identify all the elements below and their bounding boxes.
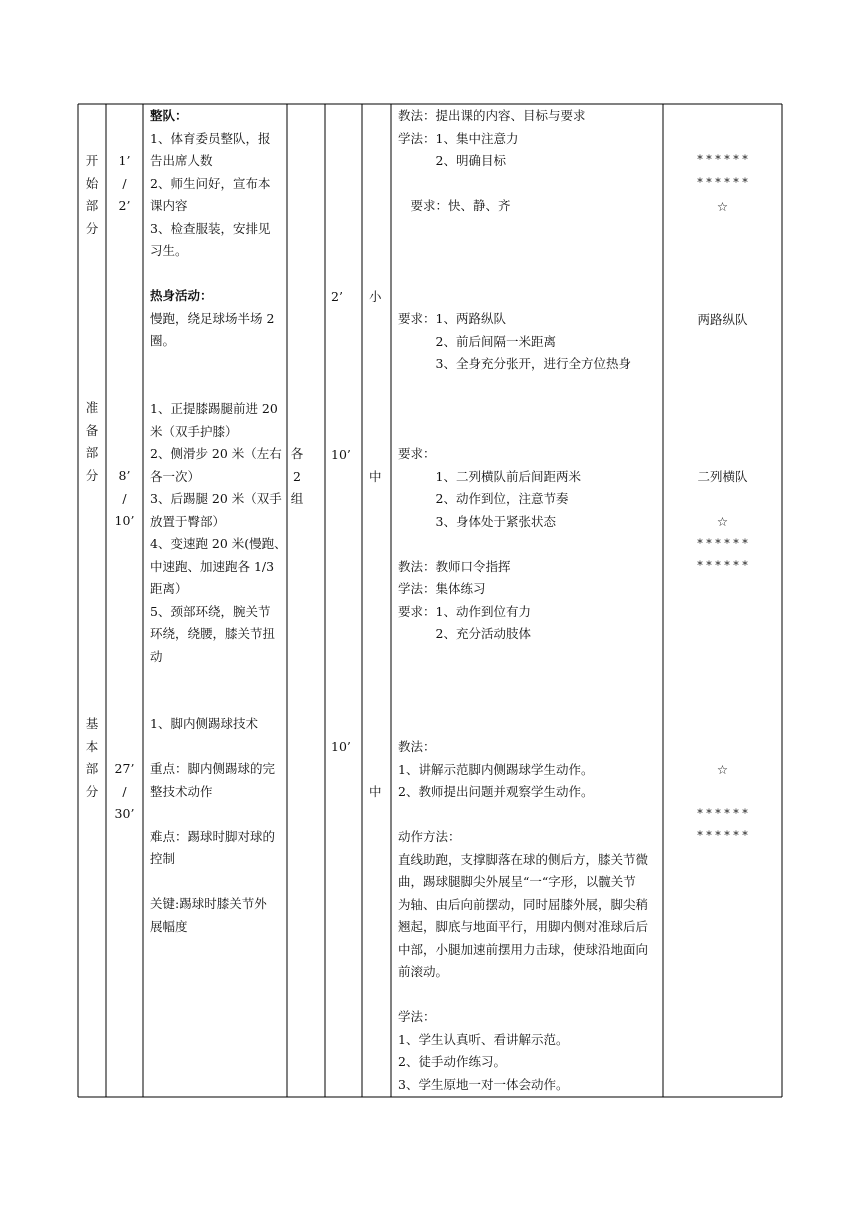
intensity-warmup: 小	[369, 289, 382, 304]
content-line: 圈。	[150, 333, 176, 348]
content-line: 整队：	[150, 108, 188, 123]
duration-warmup: 2’	[331, 289, 343, 304]
formation-label: 二列横队	[697, 469, 748, 484]
content-line: 3、检查服装，安排见	[150, 220, 271, 236]
teacher-star-icon: ☆	[716, 199, 729, 214]
groups-cell: 各 2 组	[290, 446, 304, 506]
method-line: 要求：快、静、齐	[398, 198, 511, 213]
methods-kaishi	[398, 105, 660, 218]
duration-zhunbei: 10’	[331, 447, 351, 462]
method-line: 直线助跑，支撑脚落在球的侧后方，膝关节微	[398, 851, 649, 867]
duration-jiben: 10’	[331, 739, 351, 754]
time-jiben: 27’ / 30’	[114, 761, 135, 821]
content-line: 控制	[150, 851, 176, 866]
formation-stars-row: * * * * * *	[697, 176, 748, 189]
method-line: 2、充分活动肢体	[398, 626, 531, 641]
time-kaishi: 1’ / 2’	[118, 153, 131, 213]
method-line: 为轴、由后向前摆动，同时屈膝外展，脚尖稍	[398, 896, 649, 912]
method-line: 前滚动。	[398, 964, 449, 979]
content-jiben	[150, 713, 286, 938]
method-line: 教法：教师口令指挥	[398, 558, 511, 574]
methods-zhunbei	[398, 443, 660, 646]
method-line: 要求：1、两路纵队	[398, 311, 506, 326]
content-line: 5、颈部环绕，腕关节	[150, 603, 271, 619]
content-warmup	[150, 285, 286, 353]
formation-label: 两路纵队	[697, 312, 748, 327]
method-line: 2、动作到位，注意节奏	[398, 491, 569, 506]
content-line: 关键:踢球时膝关节外	[150, 896, 267, 911]
content-line: 1、正提膝踢腿前进 20	[150, 401, 278, 416]
formation-stars-row: * * * * * *	[697, 153, 748, 166]
method-line: 2、前后间隔一米距离	[398, 333, 556, 349]
content-line: 3、后踢腿 20 米（双手	[150, 491, 282, 506]
method-line: 学法：1、集中注意力	[398, 130, 519, 146]
intensity-zhunbei: 中	[369, 469, 382, 484]
formation-stars-row: * * * * * *	[697, 537, 748, 550]
section-kaishi: 开 始 部 分	[85, 153, 99, 236]
methods-warmup	[398, 308, 660, 376]
content-line: 展幅度	[150, 918, 188, 934]
method-line: 1、讲解示范脚内侧踢球学生动作。	[398, 761, 594, 777]
method-line: 要求：	[398, 446, 436, 461]
method-line: 曲，踢球腿脚尖外展呈“一“字形，以髋关节	[398, 874, 636, 889]
time-zhunbei: 8’ / 10’	[114, 468, 135, 528]
content-line: 各一次）	[150, 468, 201, 484]
method-line: 学法：	[398, 1009, 436, 1024]
content-line: 2、侧滑步 20 米（左右	[150, 446, 282, 461]
content-line: 环绕，绕腰，膝关节扭	[150, 626, 276, 641]
methods-jiben	[398, 736, 660, 1096]
content-line: 重点：脚内侧踢球的完	[150, 761, 276, 776]
section-zhunbei: 准 备 部 分	[85, 400, 99, 483]
content-line: 米（双手护膝）	[150, 423, 238, 439]
content-line: 整技术动作	[150, 783, 213, 799]
content-line: 告出席人数	[150, 153, 213, 168]
method-line: 2、明确目标	[398, 153, 506, 168]
content-line: 课内容	[150, 198, 188, 213]
teacher-star-icon: ☆	[716, 514, 729, 529]
method-line: 要求：1、动作到位有力	[398, 603, 531, 619]
method-line: 3、身体处于紧张状态	[398, 513, 556, 529]
method-line	[398, 804, 660, 827]
content-line: 慢跑，绕足球场半场 2	[150, 310, 275, 326]
method-line: 2、教师提出问题并观察学生动作。	[398, 784, 594, 799]
method-line: 1、学生认真听、看讲解示范。	[398, 1031, 569, 1047]
formation-stars-row: * * * * * *	[697, 807, 748, 820]
content-line: 中速跑、加速跑各 1/3	[150, 558, 275, 574]
formation-stars-row: * * * * * *	[697, 829, 748, 842]
content-zhunbei	[150, 398, 286, 668]
content-line: 1、体育委员整队，报	[150, 130, 271, 146]
method-line: 教法：提出课的内容、目标与要求	[398, 108, 586, 123]
section-jiben: 基 本 部 分	[85, 716, 99, 799]
method-line: 学法：集体练习	[398, 581, 486, 596]
content-line: 2、师生问好，宣布本	[150, 175, 271, 191]
method-line: 3、全身充分张开，进行全方位热身	[398, 356, 631, 371]
method-line	[398, 984, 660, 1007]
content-kaishi	[150, 105, 286, 263]
intensity-jiben: 中	[369, 784, 382, 799]
method-line: 1、二列横队前后间距两米	[398, 468, 581, 484]
teacher-star-icon: ☆	[716, 762, 729, 777]
formation-stars-row: * * * * * *	[697, 559, 748, 572]
method-line: 2、徒手动作练习。	[398, 1054, 506, 1069]
content-line: 热身活动：	[150, 288, 213, 303]
method-line: 中部，小腿加速前摆用力击球，使球沿地面向	[398, 941, 649, 957]
content-line: 难点：踢球时脚对球的	[150, 828, 276, 844]
content-line: 习生。	[150, 243, 188, 258]
content-line: 1、脚内侧踢球技术	[150, 716, 258, 731]
method-line	[398, 173, 660, 196]
method-line: 翘起，脚底与地面平行，用脚内侧对准球后后	[398, 919, 649, 934]
content-line: 动	[150, 648, 163, 664]
content-line: 放置于臀部）	[150, 513, 226, 529]
content-line: 距离）	[150, 581, 188, 596]
method-line: 教法：	[398, 739, 436, 754]
method-line: 动作方法：	[398, 829, 461, 844]
method-line: 3、学生原地一对一体会动作。	[398, 1076, 569, 1092]
content-line: 4、变速跑 20 米(慢跑、	[150, 536, 287, 551]
method-line	[398, 533, 660, 556]
